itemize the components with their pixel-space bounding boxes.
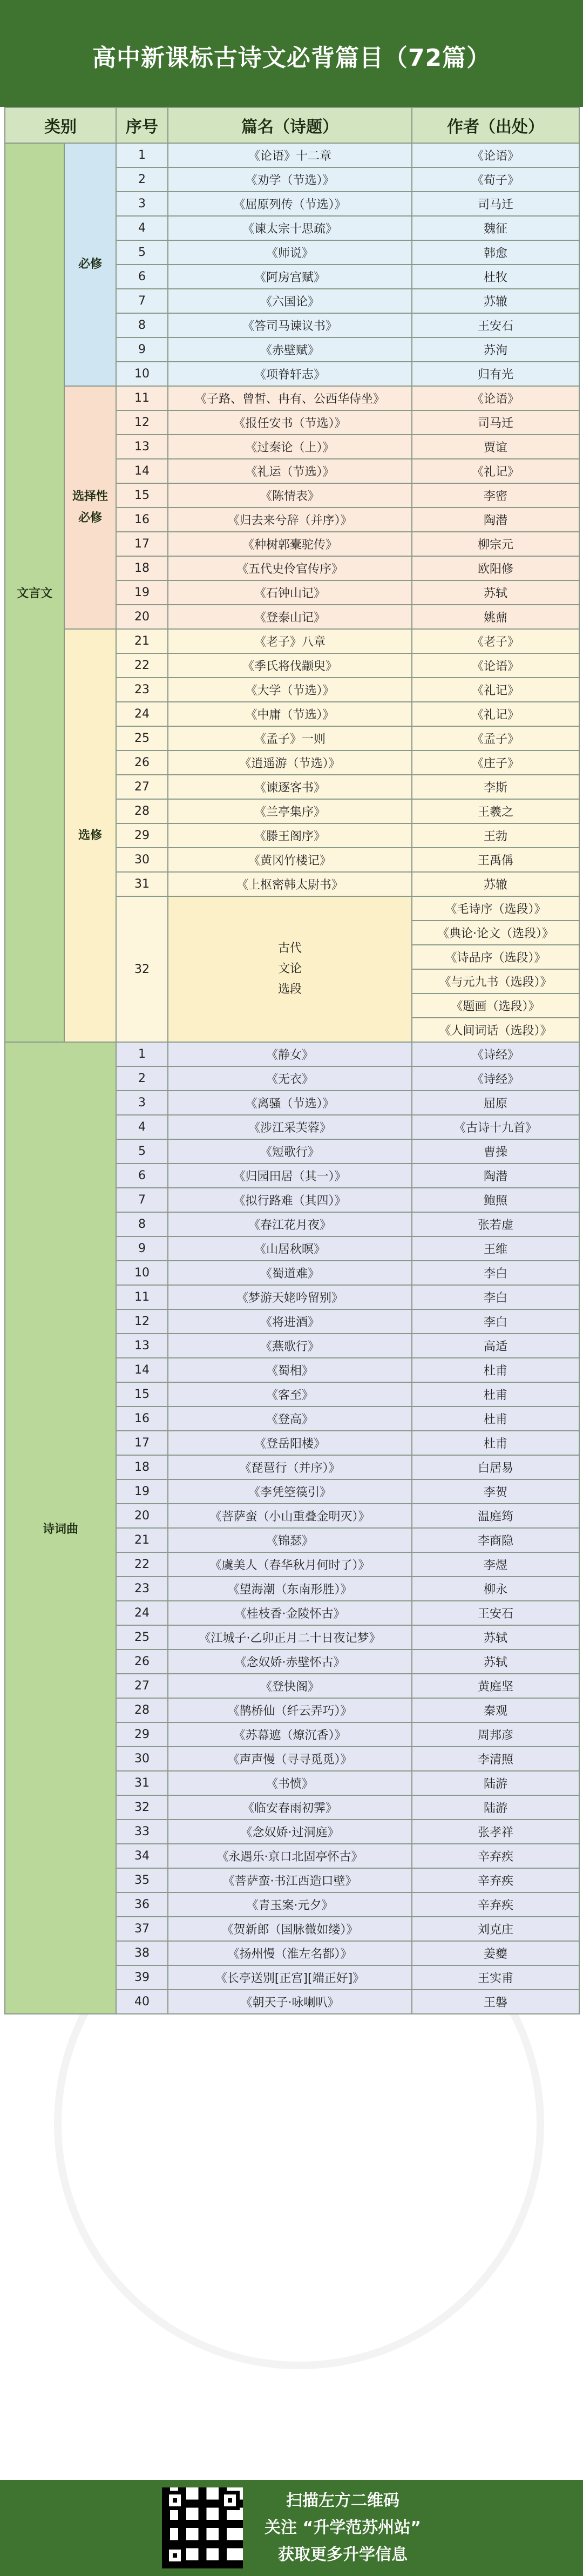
row-author: 贾谊: [412, 435, 579, 459]
row-author: 《论语》: [412, 143, 579, 167]
subcategory-cell-xuanxiu: 选修: [64, 629, 116, 1042]
row-title: 《季氏将伐颛臾》: [168, 653, 412, 678]
row-title: 《青玉案·元夕》: [168, 1892, 412, 1917]
row-author: 高适: [412, 1334, 579, 1358]
row-title: 《报任安书（节选）》: [168, 410, 412, 435]
row-number: 3: [116, 1091, 168, 1115]
table-row: [5, 386, 579, 410]
row-number: 26: [116, 1649, 168, 1674]
row-number: 16: [116, 508, 168, 532]
row-number: 11: [116, 386, 168, 410]
row-title: 《贺新郎（国脉微如缕）》: [168, 1917, 412, 1941]
row-number: 30: [116, 848, 168, 872]
row-author: 苏轼: [412, 1649, 579, 1674]
row-title: 《归园田居（其一）》: [168, 1164, 412, 1188]
row-title: 《陈情表》: [168, 483, 412, 508]
row-title: 《六国论》: [168, 289, 412, 313]
row-author: 司马迁: [412, 192, 579, 216]
row-title: 《劝学（节选）》: [168, 167, 412, 192]
row-author: 《论语》: [412, 386, 579, 410]
row-author: 屈原: [412, 1091, 579, 1115]
row-author: 柳永: [412, 1577, 579, 1601]
row-author: 辛弃疾: [412, 1892, 579, 1917]
row-author: 司马迁: [412, 410, 579, 435]
row-author: 李密: [412, 483, 579, 508]
row-author: 张孝祥: [412, 1820, 579, 1844]
row-author: 张若虚: [412, 1212, 579, 1236]
page-title: 高中新课标古诗文必背篇目（72篇）: [92, 44, 491, 72]
row-title: 《种树郭橐驼传》: [168, 532, 412, 556]
row-author: 《论语》: [412, 653, 579, 678]
row-number: 5: [116, 240, 168, 265]
row-title: 《兰亭集序》: [168, 799, 412, 823]
row-title: 《过秦论（上）》: [168, 435, 412, 459]
table-row: [5, 143, 579, 167]
title-bar: [0, 0, 583, 107]
row-number: 15: [116, 483, 168, 508]
row-author: 王安石: [412, 313, 579, 337]
row-number: 6: [116, 265, 168, 289]
row-title: 《虞美人（春华秋月何时了）》: [168, 1552, 412, 1577]
row-number: 22: [116, 1552, 168, 1577]
row-title: 《诗品序（选段）》: [412, 945, 579, 969]
row-title: 《论语》十二章: [168, 143, 412, 167]
footer-line: 关注 “升学范苏州站”: [265, 2518, 421, 2537]
row-title: 《黄冈竹楼记》: [168, 848, 412, 872]
row-number: 19: [116, 1479, 168, 1504]
row-title: 《声声慢（寻寻觅觅）》: [168, 1747, 412, 1771]
row-title: 《中庸（节选）》: [168, 702, 412, 726]
row-title: 《琵琶行（并序）》: [168, 1455, 412, 1479]
row-title: 《登快阁》: [168, 1674, 412, 1698]
row-number: 40: [116, 1990, 168, 2014]
row-number: 2: [116, 1066, 168, 1091]
row-number: 4: [116, 216, 168, 240]
row-author: 姚鼐: [412, 605, 579, 629]
row-author: 苏辙: [412, 289, 579, 313]
row-number: 24: [116, 1601, 168, 1625]
row-author: 柳宗元: [412, 532, 579, 556]
row-author: 《礼记》: [412, 459, 579, 483]
row-author: 李白: [412, 1261, 579, 1285]
row-number: 29: [116, 823, 168, 848]
row-number: 21: [116, 1528, 168, 1552]
row-number: 17: [116, 1431, 168, 1455]
poem-table: [4, 107, 580, 2014]
footer-banner: [0, 2480, 583, 2576]
row-author: 辛弃疾: [412, 1868, 579, 1892]
row-author: 杜甫: [412, 1382, 579, 1407]
row-author: 姜夔: [412, 1941, 579, 1965]
row-number: 9: [116, 337, 168, 362]
row-title: 《上枢密韩太尉书》: [168, 872, 412, 896]
subcategory-cell-gudai-wenlun: 古代 文论 选段: [168, 896, 412, 1042]
row-number: 4: [116, 1115, 168, 1139]
row-author: 王羲之: [412, 799, 579, 823]
row-number: 34: [116, 1844, 168, 1868]
row-number: 12: [116, 410, 168, 435]
row-number: 25: [116, 726, 168, 751]
row-title: 《书愤》: [168, 1771, 412, 1795]
row-author: 王安石: [412, 1601, 579, 1625]
row-title: 《登泰山记》: [168, 605, 412, 629]
row-title: 《老子》八章: [168, 629, 412, 653]
row-title: 《人间词话（选段）》: [412, 1018, 579, 1042]
row-number: 12: [116, 1309, 168, 1334]
row-author: 杜牧: [412, 265, 579, 289]
row-number: 29: [116, 1722, 168, 1747]
footer-text: [265, 2487, 421, 2568]
row-number: 31: [116, 1771, 168, 1795]
row-title: 《登高》: [168, 1407, 412, 1431]
row-title: 《项脊轩志》: [168, 362, 412, 386]
row-title: 《五代史伶官传序》: [168, 556, 412, 580]
row-title: 《朝天子·咏喇叭》: [168, 1990, 412, 2014]
row-number: 19: [116, 580, 168, 605]
row-title: 《登岳阳楼》: [168, 1431, 412, 1455]
row-author: 《礼记》: [412, 702, 579, 726]
row-title: 《鹊桥仙（纤云弄巧）》: [168, 1698, 412, 1722]
category-cell-wenyan: 文言文: [5, 143, 64, 1042]
row-author: 《诗经》: [412, 1066, 579, 1091]
row-author: 王维: [412, 1236, 579, 1261]
row-author: 秦观: [412, 1698, 579, 1722]
row-title: 《石钟山记》: [168, 580, 412, 605]
row-title: 《菩萨蛮（小山重叠金明灭）》: [168, 1504, 412, 1528]
row-number: 37: [116, 1917, 168, 1941]
row-number: 26: [116, 751, 168, 775]
row-author: 《礼记》: [412, 678, 579, 702]
row-number: 1: [116, 143, 168, 167]
row-author: 杜甫: [412, 1407, 579, 1431]
row-author: 苏洵: [412, 337, 579, 362]
row-number: 35: [116, 1868, 168, 1892]
row-title: 《拟行路难（其四）》: [168, 1188, 412, 1212]
row-number: 24: [116, 702, 168, 726]
row-author: 杜甫: [412, 1431, 579, 1455]
row-title: 《江城子·乙卯正月二十日夜记梦》: [168, 1625, 412, 1649]
row-author: 魏征: [412, 216, 579, 240]
row-title: 《菩萨蛮·书江西造口壁》: [168, 1868, 412, 1892]
row-title: 《短歌行》: [168, 1139, 412, 1164]
row-number: 39: [116, 1965, 168, 1990]
row-number: 28: [116, 1698, 168, 1722]
row-title: 《李凭箜篌引》: [168, 1479, 412, 1504]
header-author: 作者（出处）: [412, 107, 579, 143]
row-number: 38: [116, 1941, 168, 1965]
row-title: 《燕歌行》: [168, 1334, 412, 1358]
row-author: 《孟子》: [412, 726, 579, 751]
row-author: 李白: [412, 1285, 579, 1309]
row-title: 《山居秋暝》: [168, 1236, 412, 1261]
row-number: 7: [116, 289, 168, 313]
row-author: 韩愈: [412, 240, 579, 265]
row-title: 《毛诗序（选段）》: [412, 896, 579, 921]
row-number: 31: [116, 872, 168, 896]
row-author: 刘克庄: [412, 1917, 579, 1941]
row-author: 陆游: [412, 1795, 579, 1820]
row-number: 21: [116, 629, 168, 653]
row-title: 《归去来兮辞（并序）》: [168, 508, 412, 532]
row-author: 李煜: [412, 1552, 579, 1577]
table-header-row: [5, 107, 579, 143]
row-title: 《阿房宫赋》: [168, 265, 412, 289]
row-number: 14: [116, 1358, 168, 1382]
row-author: 白居易: [412, 1455, 579, 1479]
qr-code-icon: [162, 2487, 243, 2568]
table-row: [5, 1042, 579, 1066]
row-title: 《永遇乐·京口北固亭怀古》: [168, 1844, 412, 1868]
row-title: 《与元九书（选段）》: [412, 969, 579, 993]
row-number: 5: [116, 1139, 168, 1164]
row-number: 15: [116, 1382, 168, 1407]
row-author: 李斯: [412, 775, 579, 799]
row-author: 欧阳修: [412, 556, 579, 580]
row-number: 23: [116, 678, 168, 702]
row-number: 27: [116, 775, 168, 799]
header-category: 类别: [5, 107, 116, 143]
header-number: 序号: [116, 107, 168, 143]
header-title: 篇名（诗题）: [168, 107, 412, 143]
row-number: 13: [116, 435, 168, 459]
row-author: 曹操: [412, 1139, 579, 1164]
row-author: 《老子》: [412, 629, 579, 653]
row-title: 《锦瑟》: [168, 1528, 412, 1552]
row-title: 《临安春雨初霁》: [168, 1795, 412, 1820]
row-number: 20: [116, 1504, 168, 1528]
row-number: 1: [116, 1042, 168, 1066]
row-author: 王实甫: [412, 1965, 579, 1990]
row-title: 《孟子》一则: [168, 726, 412, 751]
row-author: 王勃: [412, 823, 579, 848]
row-number: 36: [116, 1892, 168, 1917]
row-author: 苏辙: [412, 872, 579, 896]
row-author: 杜甫: [412, 1358, 579, 1382]
row-title: 《望海潮（东南形胜）》: [168, 1577, 412, 1601]
row-title: 《蜀相》: [168, 1358, 412, 1382]
row-title: 《长亭送别[正宫][端正好]》: [168, 1965, 412, 1990]
footer-line: 扫描左方二维码: [286, 2491, 399, 2510]
footer-line: 获取更多升学信息: [277, 2545, 408, 2564]
row-author: 李商隐: [412, 1528, 579, 1552]
row-number: 28: [116, 799, 168, 823]
row-number: 18: [116, 556, 168, 580]
row-title: 《滕王阁序》: [168, 823, 412, 848]
row-title: 《念奴娇·过洞庭》: [168, 1820, 412, 1844]
row-author: 陶潜: [412, 508, 579, 532]
row-title: 《桂枝香·金陵怀古》: [168, 1601, 412, 1625]
row-number: 3: [116, 192, 168, 216]
row-number: 7: [116, 1188, 168, 1212]
row-number: 32: [116, 1795, 168, 1820]
subcategory-cell-bixiu: 必修: [64, 143, 116, 386]
row-number: 30: [116, 1747, 168, 1771]
row-author: 周邦彦: [412, 1722, 579, 1747]
row-title: 《静女》: [168, 1042, 412, 1066]
row-number: 13: [116, 1334, 168, 1358]
row-title: 《蜀道难》: [168, 1261, 412, 1285]
row-author: 苏轼: [412, 580, 579, 605]
row-number: 16: [116, 1407, 168, 1431]
row-title: 《典论·论文（选段）》: [412, 921, 579, 945]
row-number: 22: [116, 653, 168, 678]
row-number: 6: [116, 1164, 168, 1188]
row-title: 《逍遥游（节选）》: [168, 751, 412, 775]
row-title: 《大学（节选）》: [168, 678, 412, 702]
row-author: 李白: [412, 1309, 579, 1334]
row-title: 《赤壁赋》: [168, 337, 412, 362]
row-title: 《扬州慢（淮左名都）》: [168, 1941, 412, 1965]
row-author: 苏轼: [412, 1625, 579, 1649]
row-number: 8: [116, 313, 168, 337]
row-author: 黄庭坚: [412, 1674, 579, 1698]
row-number: 32: [116, 896, 168, 1042]
subcategory-cell-xuanzexing-bixiu: 选择性 必修: [64, 386, 116, 629]
row-number: 11: [116, 1285, 168, 1309]
row-title: 《无衣》: [168, 1066, 412, 1091]
row-number: 10: [116, 362, 168, 386]
row-number: 18: [116, 1455, 168, 1479]
row-title: 《念奴娇·赤壁怀古》: [168, 1649, 412, 1674]
row-title: 《谏逐客书》: [168, 775, 412, 799]
row-title: 《梦游天姥吟留别》: [168, 1285, 412, 1309]
row-author: 李贺: [412, 1479, 579, 1504]
row-title: 《题画（选段）》: [412, 993, 579, 1018]
row-author: 王磐: [412, 1990, 579, 2014]
row-number: 33: [116, 1820, 168, 1844]
row-title: 《涉江采芙蓉》: [168, 1115, 412, 1139]
row-author: 鲍照: [412, 1188, 579, 1212]
row-title: 《答司马谏议书》: [168, 313, 412, 337]
row-title: 《春江花月夜》: [168, 1212, 412, 1236]
row-number: 10: [116, 1261, 168, 1285]
row-title: 《离骚（节选）》: [168, 1091, 412, 1115]
row-author: 陶潜: [412, 1164, 579, 1188]
table-row: [5, 629, 579, 653]
row-author: 《诗经》: [412, 1042, 579, 1066]
row-author: 李清照: [412, 1747, 579, 1771]
row-number: 20: [116, 605, 168, 629]
row-title: 《子路、曾皙、冉有、公西华侍坐》: [168, 386, 412, 410]
row-number: 17: [116, 532, 168, 556]
row-title: 《礼运（节选）》: [168, 459, 412, 483]
row-author: 《庄子》: [412, 751, 579, 775]
row-number: 25: [116, 1625, 168, 1649]
row-author: 温庭筠: [412, 1504, 579, 1528]
row-author: 陆游: [412, 1771, 579, 1795]
row-author: 辛弃疾: [412, 1844, 579, 1868]
row-title: 《屈原列传（节选）》: [168, 192, 412, 216]
row-title: 《客至》: [168, 1382, 412, 1407]
row-number: 14: [116, 459, 168, 483]
row-number: 2: [116, 167, 168, 192]
row-number: 27: [116, 1674, 168, 1698]
row-number: 8: [116, 1212, 168, 1236]
row-author: 《荀子》: [412, 167, 579, 192]
row-title: 《师说》: [168, 240, 412, 265]
row-title: 《将进酒》: [168, 1309, 412, 1334]
row-author: 《古诗十九首》: [412, 1115, 579, 1139]
row-author: 归有光: [412, 362, 579, 386]
row-title: 《苏幕遮（燎沉香）》: [168, 1722, 412, 1747]
row-number: 23: [116, 1577, 168, 1601]
row-title: 《谏太宗十思疏》: [168, 216, 412, 240]
row-author: 王禹偁: [412, 848, 579, 872]
row-number: 9: [116, 1236, 168, 1261]
category-cell-shiciqu: 诗词曲: [5, 1042, 116, 2014]
